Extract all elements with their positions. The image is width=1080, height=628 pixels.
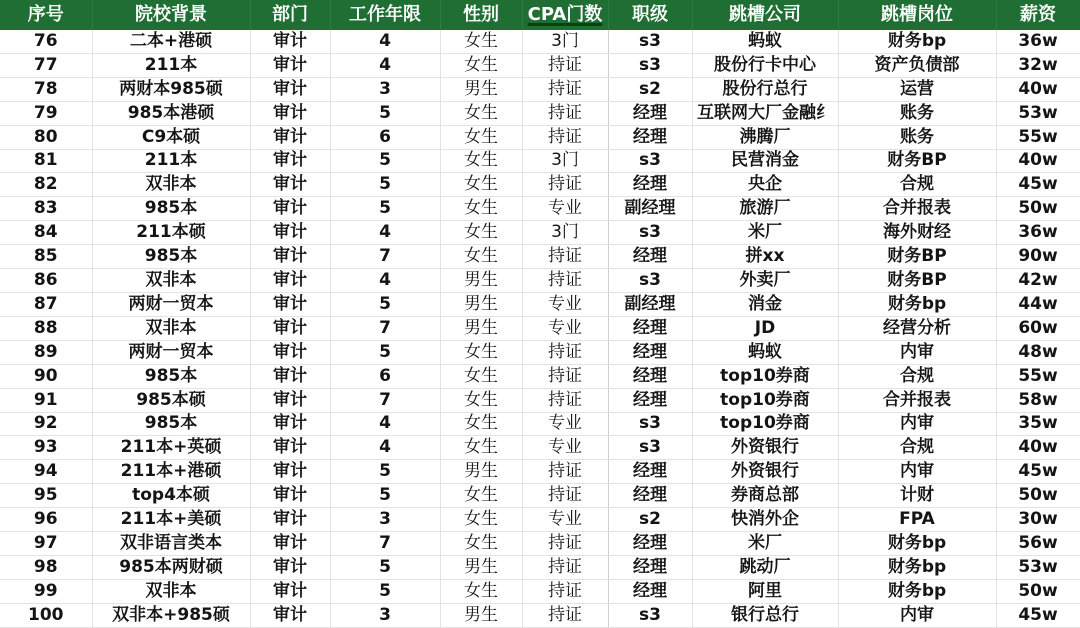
position-cell[interactable]: 财务bp xyxy=(838,292,996,316)
school-cell[interactable]: 211本硕 xyxy=(92,221,250,245)
table-row xyxy=(0,484,1080,508)
salary-cell[interactable]: 48w xyxy=(996,340,1080,364)
position-cell[interactable]: 财务BP xyxy=(838,269,996,293)
position-cell[interactable]: 财务bp xyxy=(838,579,996,603)
table-row xyxy=(0,555,1080,579)
years-cell[interactable]: 7 xyxy=(330,316,440,340)
index-cell[interactable]: 78 xyxy=(0,77,92,101)
index-cell[interactable]: 96 xyxy=(0,508,92,532)
department-cell[interactable]: 审计 xyxy=(250,364,330,388)
school-cell[interactable]: 二本+港硕 xyxy=(92,30,250,53)
cpa-cell[interactable]: 持证 xyxy=(522,340,608,364)
index-cell[interactable]: 86 xyxy=(0,269,92,293)
salary-cell[interactable]: 55w xyxy=(996,364,1080,388)
cpa-cell[interactable]: 持证 xyxy=(522,364,608,388)
school-cell[interactable]: 双非本 xyxy=(92,269,250,293)
school-cell[interactable]: 211本 xyxy=(92,53,250,77)
department-cell[interactable]: 审计 xyxy=(250,555,330,579)
years-cell[interactable]: 5 xyxy=(330,292,440,316)
gender-cell[interactable]: 女生 xyxy=(440,221,522,245)
level-cell[interactable]: s3 xyxy=(608,221,692,245)
company-cell[interactable]: 蚂蚁 xyxy=(692,30,838,53)
gender-cell[interactable]: 女生 xyxy=(440,245,522,269)
index-cell[interactable]: 83 xyxy=(0,197,92,221)
years-cell[interactable]: 4 xyxy=(330,269,440,293)
level-cell[interactable]: s3 xyxy=(608,149,692,173)
index-cell[interactable]: 93 xyxy=(0,436,92,460)
salary-cell[interactable]: 50w xyxy=(996,197,1080,221)
cpa-cell[interactable]: 持证 xyxy=(522,555,608,579)
department-cell[interactable]: 审计 xyxy=(250,388,330,412)
position-cell[interactable]: 合并报表 xyxy=(838,197,996,221)
column-header-years[interactable]: 工作年限 xyxy=(330,0,440,30)
company-cell[interactable]: 米厂 xyxy=(692,532,838,556)
school-cell[interactable]: 985本港硕 xyxy=(92,101,250,125)
company-cell[interactable]: top10券商 xyxy=(692,412,838,436)
index-cell[interactable]: 97 xyxy=(0,532,92,556)
index-cell[interactable]: 98 xyxy=(0,555,92,579)
table-row xyxy=(0,173,1080,197)
department-cell[interactable]: 审计 xyxy=(250,221,330,245)
department-cell[interactable]: 审计 xyxy=(250,269,330,293)
school-cell[interactable]: 985本硕 xyxy=(92,388,250,412)
level-cell[interactable]: 经理 xyxy=(608,245,692,269)
table-row xyxy=(0,412,1080,436)
cpa-cell[interactable]: 持证 xyxy=(522,77,608,101)
company-cell[interactable]: top10券商 xyxy=(692,388,838,412)
company-cell[interactable]: 快消外企 xyxy=(692,508,838,532)
salary-cell[interactable]: 40w xyxy=(996,436,1080,460)
gender-cell[interactable]: 男生 xyxy=(440,292,522,316)
department-cell[interactable]: 审计 xyxy=(250,603,330,627)
index-cell[interactable]: 94 xyxy=(0,460,92,484)
gender-cell[interactable]: 女生 xyxy=(440,364,522,388)
level-cell[interactable]: s3 xyxy=(608,412,692,436)
table-row xyxy=(0,125,1080,149)
column-header-department[interactable]: 部门 xyxy=(250,0,330,30)
index-cell[interactable]: 92 xyxy=(0,412,92,436)
position-cell[interactable]: 财务bp xyxy=(838,532,996,556)
company-cell[interactable]: 银行总行 xyxy=(692,603,838,627)
company-cell[interactable]: 拼xx xyxy=(692,245,838,269)
level-cell[interactable]: 经理 xyxy=(608,125,692,149)
department-cell[interactable]: 审计 xyxy=(250,316,330,340)
gender-cell[interactable]: 女生 xyxy=(440,340,522,364)
cpa-cell[interactable]: 3门 xyxy=(522,221,608,245)
level-cell[interactable]: 经理 xyxy=(608,340,692,364)
company-cell[interactable]: 沸腾厂 xyxy=(692,125,838,149)
school-cell[interactable]: 两财一贸本 xyxy=(92,292,250,316)
salary-cell[interactable]: 50w xyxy=(996,484,1080,508)
position-cell[interactable]: 内审 xyxy=(838,603,996,627)
school-cell[interactable]: 211本 xyxy=(92,149,250,173)
company-cell[interactable]: 外资银行 xyxy=(692,436,838,460)
index-cell[interactable]: 90 xyxy=(0,364,92,388)
company-cell[interactable]: 阿里 xyxy=(692,579,838,603)
company-cell[interactable]: 股份行卡中心 xyxy=(692,53,838,77)
index-cell[interactable]: 88 xyxy=(0,316,92,340)
years-cell[interactable]: 5 xyxy=(330,484,440,508)
table-row xyxy=(0,30,1080,53)
department-cell[interactable]: 审计 xyxy=(250,173,330,197)
level-cell[interactable]: s3 xyxy=(608,603,692,627)
department-cell[interactable]: 审计 xyxy=(250,245,330,269)
cpa-cell[interactable]: 持证 xyxy=(522,173,608,197)
years-cell[interactable]: 7 xyxy=(330,532,440,556)
years-cell[interactable]: 3 xyxy=(330,603,440,627)
position-cell[interactable]: 财务BP xyxy=(838,149,996,173)
index-cell[interactable]: 95 xyxy=(0,484,92,508)
gender-cell[interactable]: 女生 xyxy=(440,173,522,197)
school-cell[interactable]: 两财本985硕 xyxy=(92,77,250,101)
school-cell[interactable]: top4本硕 xyxy=(92,484,250,508)
years-cell[interactable]: 4 xyxy=(330,436,440,460)
position-cell[interactable]: 合并报表 xyxy=(838,388,996,412)
cpa-cell[interactable]: 持证 xyxy=(522,125,608,149)
index-cell[interactable]: 82 xyxy=(0,173,92,197)
column-header-level[interactable]: 职级 xyxy=(608,0,692,30)
position-cell[interactable]: 账务 xyxy=(838,101,996,125)
column-header-cpa[interactable]: CPA门数 xyxy=(522,0,608,30)
index-cell[interactable]: 91 xyxy=(0,388,92,412)
table-row xyxy=(0,532,1080,556)
cpa-cell[interactable]: 持证 xyxy=(522,579,608,603)
level-cell[interactable]: s3 xyxy=(608,436,692,460)
department-cell[interactable]: 审计 xyxy=(250,436,330,460)
gender-cell[interactable]: 女生 xyxy=(440,53,522,77)
salary-cell[interactable]: 45w xyxy=(996,603,1080,627)
level-cell[interactable]: 经理 xyxy=(608,484,692,508)
years-cell[interactable]: 5 xyxy=(330,101,440,125)
salary-cell[interactable]: 45w xyxy=(996,173,1080,197)
index-cell[interactable]: 77 xyxy=(0,53,92,77)
department-cell[interactable]: 审计 xyxy=(250,508,330,532)
company-cell[interactable]: 外资银行 xyxy=(692,460,838,484)
level-cell[interactable]: s2 xyxy=(608,77,692,101)
table-row xyxy=(0,460,1080,484)
salary-cell[interactable]: 36w xyxy=(996,221,1080,245)
company-cell[interactable]: 消金 xyxy=(692,292,838,316)
column-header-school[interactable]: 院校背景 xyxy=(92,0,250,30)
cpa-cell[interactable]: 持证 xyxy=(522,532,608,556)
company-cell[interactable]: 互联网大厂金融纟 xyxy=(692,101,838,125)
school-cell[interactable]: 985本 xyxy=(92,412,250,436)
years-cell[interactable]: 3 xyxy=(330,508,440,532)
gender-cell[interactable]: 女生 xyxy=(440,508,522,532)
position-cell[interactable]: 账务 xyxy=(838,125,996,149)
position-cell[interactable]: 运营 xyxy=(838,77,996,101)
years-cell[interactable]: 7 xyxy=(330,388,440,412)
school-cell[interactable]: 双非本 xyxy=(92,173,250,197)
gender-cell[interactable]: 女生 xyxy=(440,101,522,125)
salary-cell[interactable]: 42w xyxy=(996,269,1080,293)
level-cell[interactable]: s3 xyxy=(608,53,692,77)
salary-cell[interactable]: 53w xyxy=(996,101,1080,125)
cpa-cell[interactable]: 专业 xyxy=(522,197,608,221)
table-body xyxy=(0,30,1080,627)
salary-cell[interactable]: 53w xyxy=(996,555,1080,579)
table-row xyxy=(0,292,1080,316)
level-cell[interactable]: 经理 xyxy=(608,460,692,484)
level-cell[interactable]: 经理 xyxy=(608,555,692,579)
department-cell[interactable]: 审计 xyxy=(250,484,330,508)
table-row xyxy=(0,101,1080,125)
salary-cell[interactable]: 40w xyxy=(996,149,1080,173)
index-cell[interactable]: 85 xyxy=(0,245,92,269)
level-cell[interactable]: 经理 xyxy=(608,388,692,412)
company-cell[interactable]: 央企 xyxy=(692,173,838,197)
cpa-cell[interactable]: 持证 xyxy=(522,269,608,293)
cpa-cell[interactable]: 持证 xyxy=(522,388,608,412)
table-row xyxy=(0,508,1080,532)
table-row xyxy=(0,197,1080,221)
department-cell[interactable]: 审计 xyxy=(250,101,330,125)
column-header-index[interactable]: 序号 xyxy=(0,0,92,30)
school-cell[interactable]: 双非本 xyxy=(92,316,250,340)
cpa-cell[interactable]: 持证 xyxy=(522,101,608,125)
index-cell[interactable]: 84 xyxy=(0,221,92,245)
department-cell[interactable]: 审计 xyxy=(250,149,330,173)
salary-cell[interactable]: 58w xyxy=(996,388,1080,412)
gender-cell[interactable]: 女生 xyxy=(440,579,522,603)
cpa-cell[interactable]: 持证 xyxy=(522,484,608,508)
gender-cell[interactable]: 女生 xyxy=(440,149,522,173)
years-cell[interactable]: 5 xyxy=(330,149,440,173)
department-cell[interactable]: 审计 xyxy=(250,30,330,53)
level-cell[interactable]: 副经理 xyxy=(608,197,692,221)
position-cell[interactable]: 财务bp xyxy=(838,555,996,579)
gender-cell[interactable]: 男生 xyxy=(440,269,522,293)
position-cell[interactable]: 财务bp xyxy=(838,30,996,53)
salary-cell[interactable]: 30w xyxy=(996,508,1080,532)
table-row xyxy=(0,149,1080,173)
position-cell[interactable]: 海外财经 xyxy=(838,221,996,245)
years-cell[interactable]: 7 xyxy=(330,245,440,269)
table-row xyxy=(0,388,1080,412)
cpa-cell[interactable]: 专业 xyxy=(522,316,608,340)
index-cell[interactable]: 99 xyxy=(0,579,92,603)
level-cell[interactable]: 经理 xyxy=(608,532,692,556)
years-cell[interactable]: 5 xyxy=(330,460,440,484)
salary-cell[interactable]: 44w xyxy=(996,292,1080,316)
school-cell[interactable]: 985本 xyxy=(92,197,250,221)
gender-cell[interactable]: 女生 xyxy=(440,30,522,53)
school-cell[interactable]: 211本+美硕 xyxy=(92,508,250,532)
table-row xyxy=(0,579,1080,603)
cpa-cell[interactable]: 专业 xyxy=(522,508,608,532)
school-cell[interactable]: 985本两财硕 xyxy=(92,555,250,579)
index-cell[interactable]: 80 xyxy=(0,125,92,149)
department-cell[interactable]: 审计 xyxy=(250,412,330,436)
table-row xyxy=(0,316,1080,340)
years-cell[interactable]: 5 xyxy=(330,173,440,197)
school-cell[interactable]: 双非语言类本 xyxy=(92,532,250,556)
company-cell[interactable]: JD xyxy=(692,316,838,340)
level-cell[interactable]: s3 xyxy=(608,30,692,53)
level-cell[interactable]: 经理 xyxy=(608,579,692,603)
gender-cell[interactable]: 女生 xyxy=(440,484,522,508)
years-cell[interactable]: 4 xyxy=(330,221,440,245)
position-cell[interactable]: 财务BP xyxy=(838,245,996,269)
cpa-cell[interactable]: 专业 xyxy=(522,292,608,316)
index-cell[interactable]: 76 xyxy=(0,30,92,53)
position-cell[interactable]: 经营分析 xyxy=(838,316,996,340)
salary-cell[interactable]: 50w xyxy=(996,579,1080,603)
level-cell[interactable]: s3 xyxy=(608,269,692,293)
salary-cell[interactable]: 60w xyxy=(996,316,1080,340)
company-cell[interactable]: top10券商 xyxy=(692,364,838,388)
salary-cell[interactable]: 36w xyxy=(996,30,1080,53)
years-cell[interactable]: 5 xyxy=(330,579,440,603)
company-cell[interactable]: 旅游厂 xyxy=(692,197,838,221)
position-cell[interactable]: 合规 xyxy=(838,436,996,460)
department-cell[interactable]: 审计 xyxy=(250,292,330,316)
company-cell[interactable]: 股份行总行 xyxy=(692,77,838,101)
gender-cell[interactable]: 男生 xyxy=(440,603,522,627)
school-cell[interactable]: 211本+英硕 xyxy=(92,436,250,460)
school-cell[interactable]: 双非本+985硕 xyxy=(92,603,250,627)
salary-cell[interactable]: 45w xyxy=(996,460,1080,484)
company-cell[interactable]: 券商总部 xyxy=(692,484,838,508)
gender-cell[interactable]: 女生 xyxy=(440,412,522,436)
position-cell[interactable]: 资产负债部 xyxy=(838,53,996,77)
cpa-cell[interactable]: 持证 xyxy=(522,603,608,627)
gender-cell[interactable]: 男生 xyxy=(440,460,522,484)
index-cell[interactable]: 87 xyxy=(0,292,92,316)
school-cell[interactable]: 985本 xyxy=(92,364,250,388)
index-cell[interactable]: 100 xyxy=(0,603,92,627)
table-row xyxy=(0,245,1080,269)
position-cell[interactable]: FPA xyxy=(838,508,996,532)
gender-cell[interactable]: 男生 xyxy=(440,555,522,579)
gender-cell[interactable]: 女生 xyxy=(440,197,522,221)
school-cell[interactable]: 双非本 xyxy=(92,579,250,603)
salary-cell[interactable]: 55w xyxy=(996,125,1080,149)
level-cell[interactable]: 经理 xyxy=(608,364,692,388)
gender-cell[interactable]: 女生 xyxy=(440,388,522,412)
cpa-cell[interactable]: 持证 xyxy=(522,245,608,269)
years-cell[interactable]: 4 xyxy=(330,53,440,77)
index-cell[interactable]: 79 xyxy=(0,101,92,125)
department-cell[interactable]: 审计 xyxy=(250,579,330,603)
column-header-position[interactable]: 跳槽岗位 xyxy=(838,0,996,30)
table-row xyxy=(0,77,1080,101)
gender-cell[interactable]: 女生 xyxy=(440,436,522,460)
cpa-cell[interactable]: 专业 xyxy=(522,412,608,436)
position-cell[interactable]: 内审 xyxy=(838,460,996,484)
gender-cell[interactable]: 女生 xyxy=(440,532,522,556)
cpa-cell[interactable]: 持证 xyxy=(522,53,608,77)
index-cell[interactable]: 89 xyxy=(0,340,92,364)
salary-cell[interactable]: 56w xyxy=(996,532,1080,556)
gender-cell[interactable]: 女生 xyxy=(440,125,522,149)
position-cell[interactable]: 合规 xyxy=(838,364,996,388)
cpa-cell[interactable]: 3门 xyxy=(522,149,608,173)
department-cell[interactable]: 审计 xyxy=(250,460,330,484)
position-cell[interactable]: 内审 xyxy=(838,412,996,436)
department-cell[interactable]: 审计 xyxy=(250,340,330,364)
table-row xyxy=(0,53,1080,77)
level-cell[interactable]: 经理 xyxy=(608,101,692,125)
school-cell[interactable]: 两财一贸本 xyxy=(92,340,250,364)
column-header-gender[interactable]: 性别 xyxy=(440,0,522,30)
years-cell[interactable]: 6 xyxy=(330,364,440,388)
years-cell[interactable]: 4 xyxy=(330,30,440,53)
company-cell[interactable]: 外卖厂 xyxy=(692,269,838,293)
table-row xyxy=(0,364,1080,388)
department-cell[interactable]: 审计 xyxy=(250,197,330,221)
column-header-company[interactable]: 跳槽公司 xyxy=(692,0,838,30)
school-cell[interactable]: 985本 xyxy=(92,245,250,269)
years-cell[interactable]: 5 xyxy=(330,197,440,221)
level-cell[interactable]: s2 xyxy=(608,508,692,532)
cpa-cell[interactable]: 专业 xyxy=(522,436,608,460)
table-row xyxy=(0,436,1080,460)
years-cell[interactable]: 3 xyxy=(330,77,440,101)
level-cell[interactable]: 经理 xyxy=(608,173,692,197)
salary-cell[interactable]: 35w xyxy=(996,412,1080,436)
salary-cell[interactable]: 90w xyxy=(996,245,1080,269)
school-cell[interactable]: C9本硕 xyxy=(92,125,250,149)
years-cell[interactable]: 5 xyxy=(330,340,440,364)
years-cell[interactable]: 4 xyxy=(330,412,440,436)
position-cell[interactable]: 内审 xyxy=(838,340,996,364)
salary-cell[interactable]: 32w xyxy=(996,53,1080,77)
company-cell[interactable]: 跳动厂 xyxy=(692,555,838,579)
table-row xyxy=(0,603,1080,627)
cpa-cell[interactable]: 3门 xyxy=(522,30,608,53)
column-header-salary[interactable]: 薪资 xyxy=(996,0,1080,30)
level-cell[interactable]: 副经理 xyxy=(608,292,692,316)
department-cell[interactable]: 审计 xyxy=(250,77,330,101)
header-row xyxy=(0,0,1080,30)
position-cell[interactable]: 合规 xyxy=(838,173,996,197)
table-row xyxy=(0,221,1080,245)
department-cell[interactable]: 审计 xyxy=(250,53,330,77)
gender-cell[interactable]: 男生 xyxy=(440,77,522,101)
school-cell[interactable]: 211本+港硕 xyxy=(92,460,250,484)
department-cell[interactable]: 审计 xyxy=(250,532,330,556)
table-row xyxy=(0,340,1080,364)
company-cell[interactable]: 民营消金 xyxy=(692,149,838,173)
company-cell[interactable]: 米厂 xyxy=(692,221,838,245)
department-cell[interactable]: 审计 xyxy=(250,125,330,149)
gender-cell[interactable]: 男生 xyxy=(440,316,522,340)
cpa-cell[interactable]: 持证 xyxy=(522,460,608,484)
salary-cell[interactable]: 40w xyxy=(996,77,1080,101)
position-cell[interactable]: 计财 xyxy=(838,484,996,508)
company-cell[interactable]: 蚂蚁 xyxy=(692,340,838,364)
level-cell[interactable]: 经理 xyxy=(608,316,692,340)
years-cell[interactable]: 6 xyxy=(330,125,440,149)
years-cell[interactable]: 5 xyxy=(330,555,440,579)
table-row xyxy=(0,269,1080,293)
index-cell[interactable]: 81 xyxy=(0,149,92,173)
